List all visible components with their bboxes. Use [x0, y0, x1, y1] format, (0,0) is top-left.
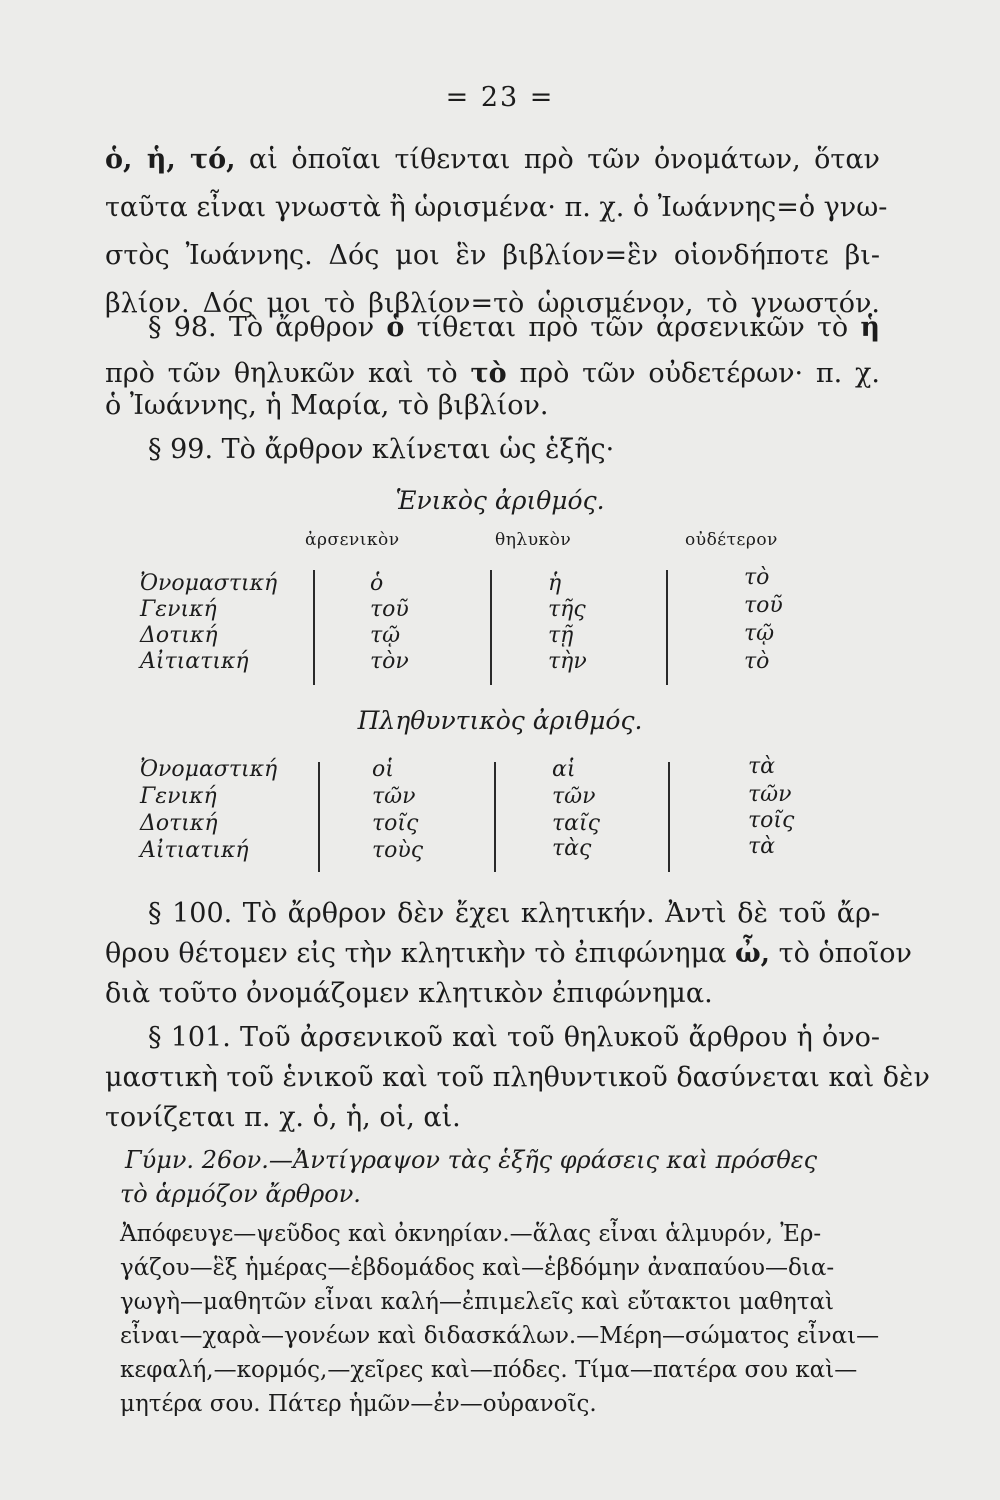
exercise-line-5: κεφαλή,—κορμός,—χεῖρες καὶ—πόδες. Τίμα—πατέρα σου καὶ— [120, 1357, 858, 1383]
plural-dat-fem: ταῖς [552, 811, 600, 836]
singular-gen-masc: τοῦ [370, 597, 409, 622]
intro-line-4: βλίον. Δός μοι τὸ βιβλίον=τὸ ὡρισμένον, τὸ γνωστόν. [105, 288, 880, 319]
singular-gen-neut: τοῦ [744, 593, 783, 618]
exercise-line-3: γωγὴ—μαθητῶν εἶναι καλή—ἐπιμελεῖς καὶ εὔτακτοι μαθηταὶ [120, 1289, 835, 1315]
plural-divider-3 [668, 762, 670, 872]
p98-text-b: τίθεται πρὸ τῶν ἀρσενικῶν τὸ [416, 312, 849, 343]
p98-text-c: πρὸ τῶν θηλυκῶν καὶ τὸ [105, 358, 458, 389]
p98-line-3: ὁ Ἰωάννης, ἡ Μαρία, τὸ βιβλίον. [105, 390, 549, 421]
singular-divider-3 [666, 570, 668, 685]
plural-divider-1 [318, 762, 320, 872]
p98-article-to: τὸ [470, 358, 507, 389]
plural-case-dative: Δοτική [140, 811, 218, 836]
p101-line-3: τονίζεται π. χ. ὁ, ἡ, οἱ, αἱ. [105, 1102, 461, 1133]
singular-nom-fem: ἡ [548, 571, 562, 596]
plural-acc-fem: τὰς [552, 836, 592, 861]
singular-dat-fem: τῇ [548, 623, 574, 648]
singular-case-dative: Δοτική [140, 623, 218, 648]
plural-nom-fem: αἱ [552, 757, 576, 782]
plural-case-accusative: Αἰτιατική [140, 838, 249, 863]
singular-gen-fem: τῆς [548, 597, 586, 622]
plural-acc-neut: τὰ [748, 834, 776, 859]
plural-heading: Πληθυντικὸς ἀριθμός. [357, 706, 643, 735]
plural-gen-masc: τῶν [372, 784, 416, 809]
intro-line-1 [105, 142, 880, 178]
singular-dat-neut: τῷ [744, 621, 775, 646]
singular-nom-masc: ὁ [370, 571, 384, 596]
p100-line-2 [105, 936, 912, 972]
plural-divider-2 [494, 762, 496, 872]
singular-heading: Ἑνικὸς ἀριθμός. [395, 486, 605, 515]
exercise-title-line-2: τὸ ἁρμόζον ἄρθρον. [120, 1180, 361, 1208]
p100-line-1: § 100. Τὸ ἄρθρον δὲν ἔχει κλητικήν. Ἀντὶ δὲ τοῦ ἄρ- [148, 898, 880, 929]
plural-gen-fem: τῶν [552, 784, 596, 809]
p101-line-1: § 101. Τοῦ ἀρσενικοῦ καὶ τοῦ θηλυκοῦ ἄρθρου ἡ ὀνο- [148, 1022, 880, 1053]
p100-text-a: θρου θέτομεν εἰς τὴν κλητικὴν τὸ ἐπιφώνημα [105, 938, 727, 969]
col-neuter: οὐδέτερον [685, 530, 778, 550]
singular-dat-masc: τῷ [370, 623, 401, 648]
p98-article-h: ἡ [860, 312, 881, 343]
intro-line-3: στὸς Ἰωάννης. Δός μοι ἓν βιβλίον=ἓν οἱονδήποτε βι- [105, 240, 880, 271]
singular-divider-1 [313, 570, 315, 685]
p100-text-b: τὸ ὁποῖον [778, 938, 912, 969]
singular-nom-neut: τὸ [744, 565, 770, 590]
p101-line-2: μαστικὴ τοῦ ἑνικοῦ καὶ τοῦ πληθυντικοῦ δασύνεται καὶ δὲν [105, 1062, 930, 1093]
exercise-line-4: εἶναι—χαρὰ—γονέων καὶ διδασκάλων.—Μέρη—σώματος εἶναι— [120, 1323, 880, 1349]
plural-gen-neut: τῶν [748, 782, 792, 807]
intro-line-2: ταῦτα εἶναι γνωστὰ ἢ ὡρισμένα· π. χ. ὁ Ἰωάννης=ὁ γνω- [105, 192, 888, 223]
plural-dat-neut: τοῖς [748, 808, 795, 833]
singular-acc-fem: τὴν [548, 649, 587, 674]
plural-case-nominative: Ὀνομαστική [140, 757, 278, 782]
plural-dat-masc: τοῖς [372, 811, 419, 836]
plural-nom-masc: οἱ [372, 757, 394, 782]
singular-case-accusative: Αἰτιατική [140, 649, 249, 674]
articles-bold: ὁ, ἡ, τό, [105, 144, 236, 175]
exercise-line-2: γάζου—ἓξ ἡμέρας—ἑβδομάδος καὶ—ἑβδόμην ἀναπαύου—δια- [120, 1255, 835, 1281]
singular-divider-2 [490, 570, 492, 685]
col-feminine: θηλυκὸν [495, 530, 572, 550]
singular-case-genitive: Γενική [140, 597, 217, 622]
p99-line: § 99. Τὸ ἄρθρον κλίνεται ὡς ἑξῆς· [148, 434, 615, 465]
plural-acc-masc: τοὺς [372, 838, 424, 863]
page-number: = 23 = [445, 82, 555, 113]
intro-line-1-text: αἱ ὁποῖαι τίθενται πρὸ τῶν ὀνομάτων, ὅταν [249, 144, 880, 175]
p98-text-a: § 98. Τὸ ἄρθρον [148, 312, 375, 343]
p98-line-1 [148, 310, 880, 346]
col-masculine: ἀρσενικὸν [305, 530, 400, 550]
exercise-line-1: Ἀπόφευγε—ψεῦδος καὶ ὀκνηρίαν.—ἅλας εἶναι ἁλμυρόν, Ἐρ- [120, 1221, 822, 1247]
singular-case-nominative: Ὀνομαστική [140, 571, 278, 596]
p98-text-d: πρὸ τῶν οὐδετέρων· π. χ. [519, 358, 880, 389]
singular-acc-masc: τὸν [370, 649, 409, 674]
p98-line-2 [105, 356, 880, 392]
p100-omega: ὦ, [734, 938, 771, 969]
p98-article-o: ὁ [386, 312, 405, 343]
singular-acc-neut: τὸ [744, 649, 770, 674]
exercise-line-6: μητέρα σου. Πάτερ ἡμῶν—ἐν—οὐρανοῖς. [120, 1391, 597, 1417]
p100-line-3: διὰ τοῦτο ὀνομάζομεν κλητικὸν ἐπιφώνημα. [105, 978, 713, 1009]
plural-case-genitive: Γενική [140, 784, 217, 809]
plural-nom-neut: τὰ [748, 754, 776, 779]
exercise-title-line-1: Γύμν. 26ον.—Ἀντίγραψον τὰς ἑξῆς φράσεις καὶ πρόσθες [125, 1146, 818, 1174]
